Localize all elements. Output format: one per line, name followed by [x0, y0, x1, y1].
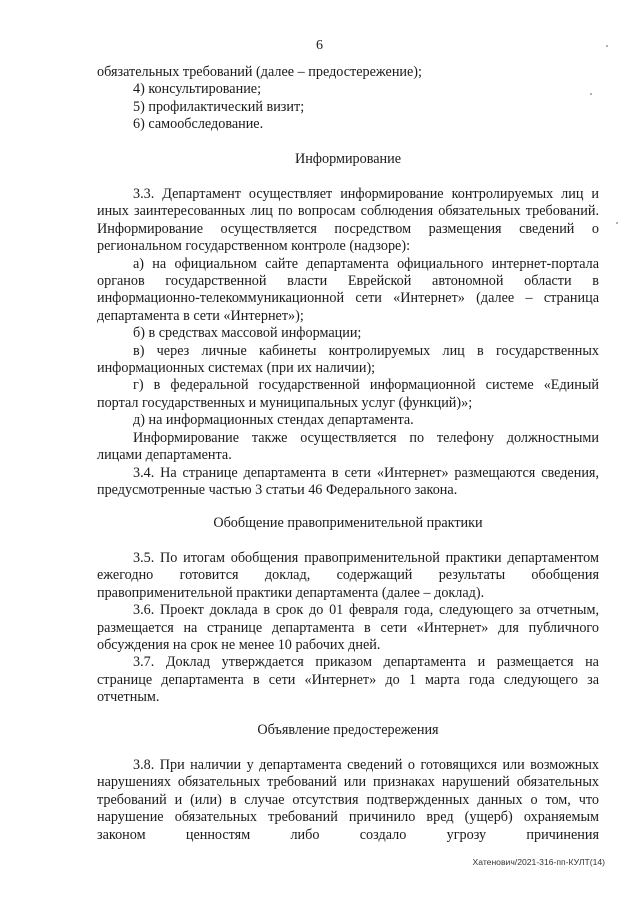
- list-item-6: 6) самообследование.: [133, 116, 264, 133]
- heading-practice: Обобщение правоприменительной практики: [213, 515, 483, 531]
- section-informing: [97, 186, 599, 499]
- paragraph-3-3-g: г) в федеральной государственной информационной системе «Единый портал государственных и муниципальных услуг (функций)»;: [97, 377, 599, 411]
- list-item-5: 5) профилактический визит;: [133, 98, 305, 115]
- paragraph-3-3-a: а) на официальном сайте департамента официального интернет-портала органов государственной власти Еврейской автономной области в информационно-телекоммуникационной сети «Интернет» (далее – страница департамента в сети «Интернет»);: [97, 255, 599, 324]
- intro-line: обязательных требований (далее – предостережение);: [97, 64, 422, 80]
- section-warning: [97, 757, 599, 844]
- section-practice: [97, 550, 599, 707]
- paragraph-3-7: 3.7. Доклад утверждается приказом департамента и размещается на странице департамента в сети «Интернет» до 1 марта года следующего за отчетным.: [97, 654, 599, 706]
- scan-speck: [616, 222, 618, 224]
- document-footer-code: Хатенович/2021-316-пп-КУЛТ(14): [472, 857, 605, 867]
- page-number: 6: [316, 38, 323, 53]
- paragraph-3-3-d: д) на информационных стендах департамента.: [133, 412, 414, 429]
- paragraph-3-4: 3.4. На странице департамента в сети «Интернет» размещаются сведения, предусмотренные частью 3 статьи 46 Федерального закона.: [97, 464, 599, 498]
- scan-speck: [606, 45, 608, 47]
- paragraph-3-5: 3.5. По итогам обобщения правоприменительной практики департаментом ежегодно готовится доклад, содержащий результаты обобщения правоприменительной практики департамента (далее – доклад).: [97, 550, 599, 601]
- scan-speck: [590, 93, 592, 95]
- heading-warning: Объявление предостережения: [257, 722, 439, 738]
- intro-block: [97, 64, 599, 134]
- paragraph-3-6: 3.6. Проект доклада в срок до 01 февраля года, следующего за отчетным, размещается на странице департамента в сети «Интернет» для публичного обсуждения на срок не менее 10 рабочих дней.: [97, 602, 599, 654]
- heading-informing: Информирование: [294, 151, 402, 167]
- paragraph-3-3: 3.3. Департамент осуществляет информирование контролируемых лиц и иных заинтересованных лиц по вопросам соблюдения обязательных требований. Информирование осуществляется посредством размещения сведений о региональном государственном контроле (надзоре):: [97, 186, 599, 255]
- list-item-4: 4) консультирование;: [133, 81, 262, 98]
- paragraph-3-3-phone: Информирование также осуществляется по телефону должностными лицами департамента.: [97, 429, 599, 464]
- paragraph-3-3-b: б) в средствах массовой информации;: [133, 325, 362, 342]
- paragraph-3-8: 3.8. При наличии у департамента сведений о готовящихся или возможных нарушениях обязательных требований или признаках нарушений обязательных требований и (или) в случае отсутствия подтвержденных данных о том, что нарушение обязательных требований причинило вред (ущерб) охраняемым законом ценностям либо создало угрозу причинения: [97, 757, 599, 843]
- paragraph-3-3-v: в) через личные кабинеты контролируемых лиц в государственных информационных системах (при их наличии);: [97, 342, 599, 377]
